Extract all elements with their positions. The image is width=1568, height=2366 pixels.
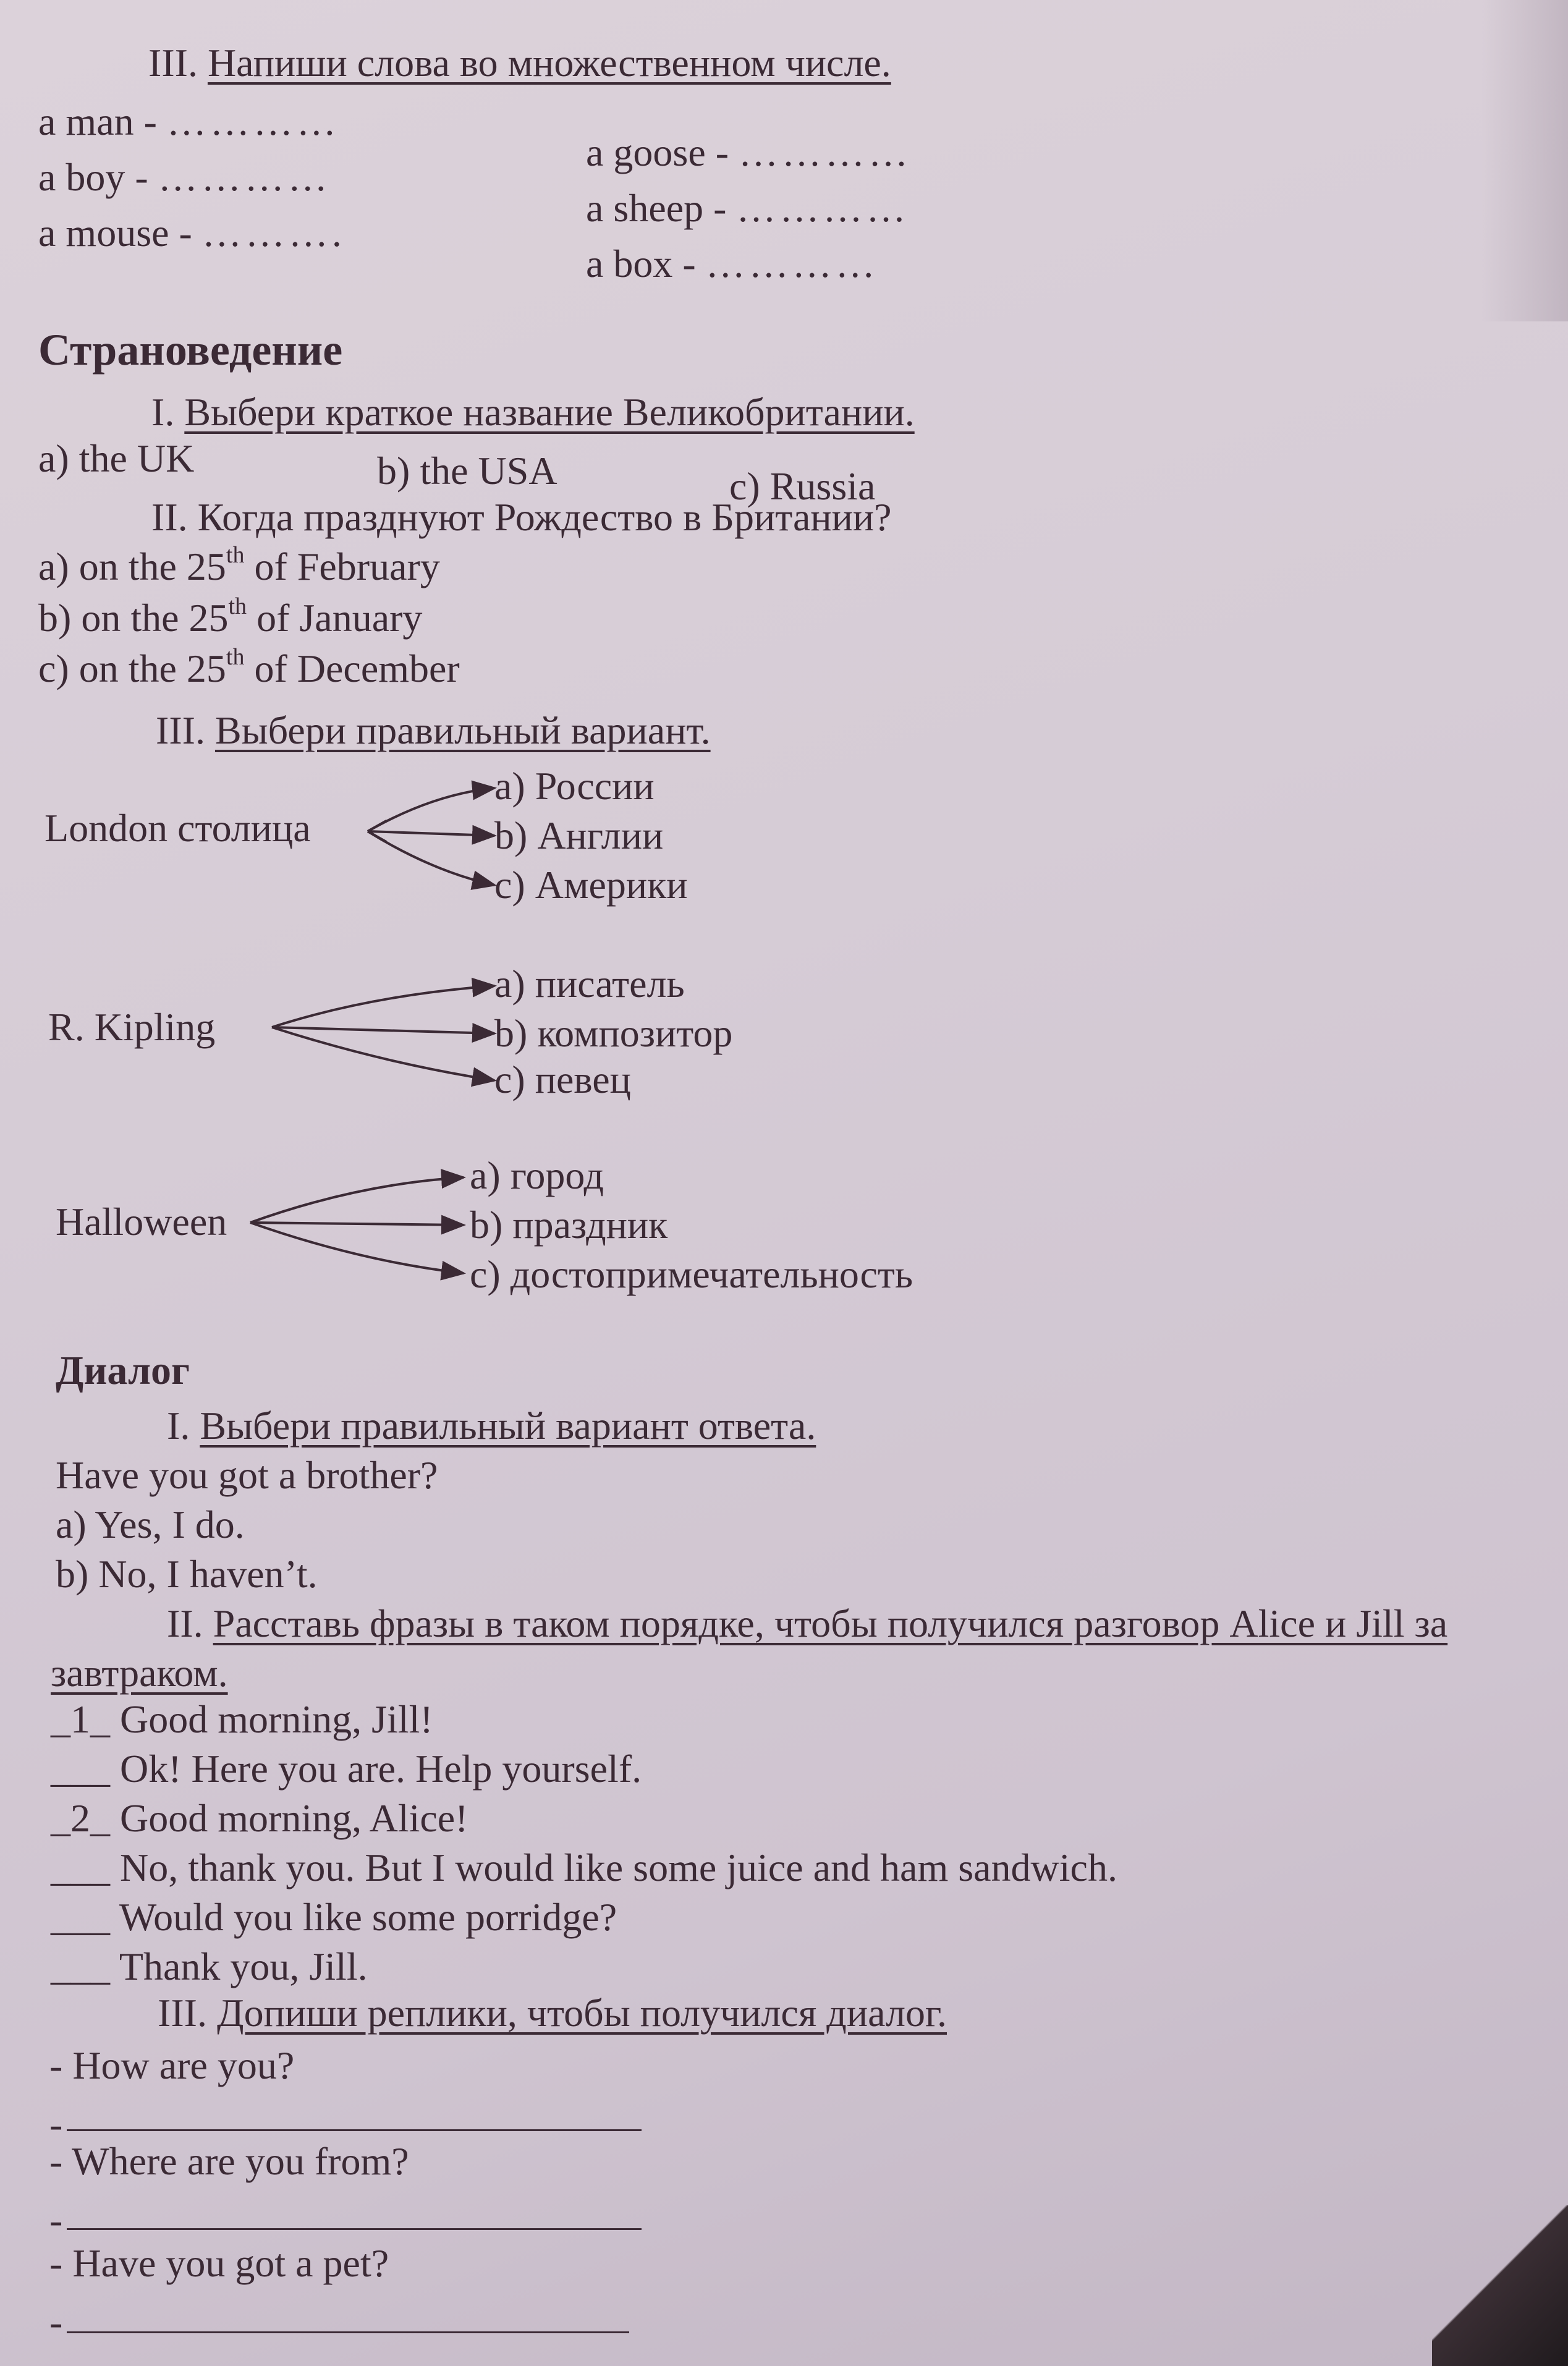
dialog-q1-num: I. — [167, 1404, 190, 1448]
dialog-line-text: Ok! Here you are. Help yourself. — [120, 1747, 642, 1791]
option-holiday[interactable]: b) праздник — [470, 1203, 668, 1247]
dialog-line-text: Would you like some porridge? — [119, 1895, 617, 1939]
option-no-i-havent[interactable]: b) No, I haven’t. — [56, 1552, 318, 1596]
option-text: of January — [247, 596, 423, 640]
arrow-line — [250, 1223, 464, 1225]
answer-blank[interactable]: ………… — [166, 100, 340, 143]
option-russia[interactable]: c) Russia — [729, 464, 876, 508]
q3-text: Выбери правильный вариант. — [214, 708, 711, 752]
dialog-line-text: Good morning, Alice! — [120, 1796, 468, 1840]
reply-dash: - — [49, 2102, 63, 2146]
subject-halloween: Halloween — [56, 1200, 227, 1244]
ordinal-suffix: th — [226, 542, 245, 568]
option-england-capital[interactable]: b) Англии — [494, 813, 664, 857]
q1-num: I. — [151, 390, 175, 434]
answer-line[interactable] — [67, 2228, 642, 2230]
dialog-q3-num: III. — [158, 1991, 207, 2035]
option-america-capital[interactable]: c) Америки — [494, 863, 688, 907]
option-writer[interactable]: a) писатель — [494, 962, 685, 1006]
plural-heading-text: Напиши слова во множественном числе. — [207, 41, 891, 85]
dialog-line — [51, 1796, 468, 1840]
ordinal-suffix: th — [226, 644, 245, 670]
option-singer[interactable]: c) певец — [494, 1058, 631, 1101]
ordinal-suffix: th — [228, 593, 247, 619]
arrow-line — [272, 1027, 494, 1033]
country-q2-heading: II. Когда празднуют Рождество в Британии? — [151, 495, 892, 539]
prompt-how-are-you: - How are you? — [49, 2043, 295, 2087]
option-city[interactable]: a) город — [470, 1153, 604, 1197]
q1-text: Выбери краткое название Великобритании. — [184, 390, 915, 434]
answer-blank[interactable]: ………… — [739, 130, 912, 174]
option-text: c) on the 25 — [38, 647, 226, 690]
option-composer[interactable]: b) композитор — [494, 1011, 733, 1055]
dialog-q2-heading-cont: завтраком. — [51, 1651, 228, 1695]
option-text: of December — [244, 647, 460, 690]
dialog-q2-heading — [167, 1601, 1448, 1645]
dialog-q3-text: Допиши реплики, чтобы получился диалог. — [216, 1991, 947, 2035]
plural-item-goose — [586, 130, 912, 174]
arrow-line — [368, 831, 494, 885]
option-text: b) on the 25 — [38, 596, 229, 640]
option-text: of February — [244, 545, 440, 588]
answer-line[interactable] — [67, 2331, 629, 2333]
arrow-line — [272, 1027, 494, 1080]
order-number[interactable]: _2_ — [51, 1796, 110, 1840]
prompt-have-pet: - Have you got a pet? — [49, 2241, 389, 2285]
prompt-where-from: - Where are you from? — [49, 2139, 409, 2183]
option-russia-capital[interactable]: a) России — [494, 764, 655, 808]
plural-item-mouse — [38, 213, 345, 253]
option-january[interactable] — [38, 593, 423, 640]
dialog-q3-heading — [158, 1993, 947, 2033]
answer-blank[interactable]: ………. — [201, 211, 345, 255]
answer-blank[interactable]: ………… — [158, 155, 331, 199]
arrow-line — [368, 788, 494, 831]
dialog-section-title: Диалог — [56, 1348, 190, 1393]
dialog-q1-text: Выбери правильный вариант ответа. — [200, 1404, 816, 1448]
arrow-line — [368, 831, 494, 836]
dialog-line — [51, 1848, 1117, 1888]
subject-london: London столица — [44, 806, 311, 850]
reply-dash: - — [49, 2198, 63, 2242]
dialog-q2-num: II. — [167, 1601, 203, 1645]
arrow-line — [250, 1223, 464, 1273]
option-landmark[interactable]: c) достопримечательность — [470, 1252, 913, 1296]
dialog-line-text: Thank you, Jill. — [119, 1944, 368, 1988]
dialog-question: Have you got a brother? — [56, 1453, 438, 1497]
reply-dash: - — [49, 2300, 63, 2344]
order-number[interactable]: ___ — [51, 1944, 110, 1988]
plural-heading — [148, 43, 891, 83]
plural-item-boy — [38, 155, 331, 199]
plural-label: a goose - — [586, 130, 729, 174]
dialog-line — [51, 1944, 368, 1988]
option-the-uk[interactable]: a) the UK — [38, 436, 195, 480]
option-the-usa[interactable]: b) the USA — [377, 449, 557, 493]
answer-blank[interactable]: ………… — [736, 186, 910, 230]
order-number[interactable]: ___ — [51, 1846, 110, 1889]
option-december[interactable] — [38, 644, 460, 690]
arrow-line — [250, 1177, 464, 1223]
page-shadow — [1481, 0, 1568, 321]
option-yes-i-do[interactable]: a) Yes, I do. — [56, 1503, 245, 1546]
dialog-q2-text: Расставь фразы в таком порядке, чтобы получился разговор Alice и Jill за — [213, 1601, 1448, 1645]
option-february[interactable] — [38, 542, 440, 588]
country-q3-heading — [156, 708, 711, 752]
plural-label: a box - — [586, 242, 696, 286]
plural-label: a man - — [38, 100, 157, 143]
dialog-line-text: No, thank you. But I would like some juice and ham sandwich. — [120, 1846, 1117, 1889]
q3-num: III. — [156, 708, 205, 752]
plural-label: a mouse - — [38, 211, 192, 255]
dialog-q1-heading — [167, 1406, 816, 1446]
dialog-line — [51, 1897, 617, 1937]
answer-blank[interactable]: ………… — [705, 242, 879, 286]
plural-item-box — [586, 244, 879, 284]
order-number[interactable]: _1_ — [51, 1697, 110, 1741]
arrow-line — [368, 821, 386, 842]
country-q1-heading — [151, 392, 915, 432]
dialog-line — [51, 1749, 642, 1789]
plural-item-sheep — [586, 186, 910, 230]
order-number[interactable]: ___ — [51, 1895, 110, 1939]
answer-line[interactable] — [67, 2129, 642, 2131]
country-section-title: Страноведение — [38, 325, 343, 375]
arrow-line — [272, 986, 494, 1027]
option-text: a) on the 25 — [38, 545, 226, 588]
folded-corner — [1432, 2205, 1568, 2366]
subject-kipling: R. Kipling — [48, 1005, 216, 1049]
plural-label: a sheep - — [586, 186, 727, 230]
plural-heading-num: III. — [148, 41, 198, 85]
dialog-line — [51, 1697, 433, 1741]
plural-label: a boy - — [38, 155, 148, 199]
order-number[interactable]: ___ — [51, 1747, 110, 1791]
plural-item-man — [38, 102, 340, 142]
dialog-line-text: Good morning, Jill! — [120, 1697, 433, 1741]
